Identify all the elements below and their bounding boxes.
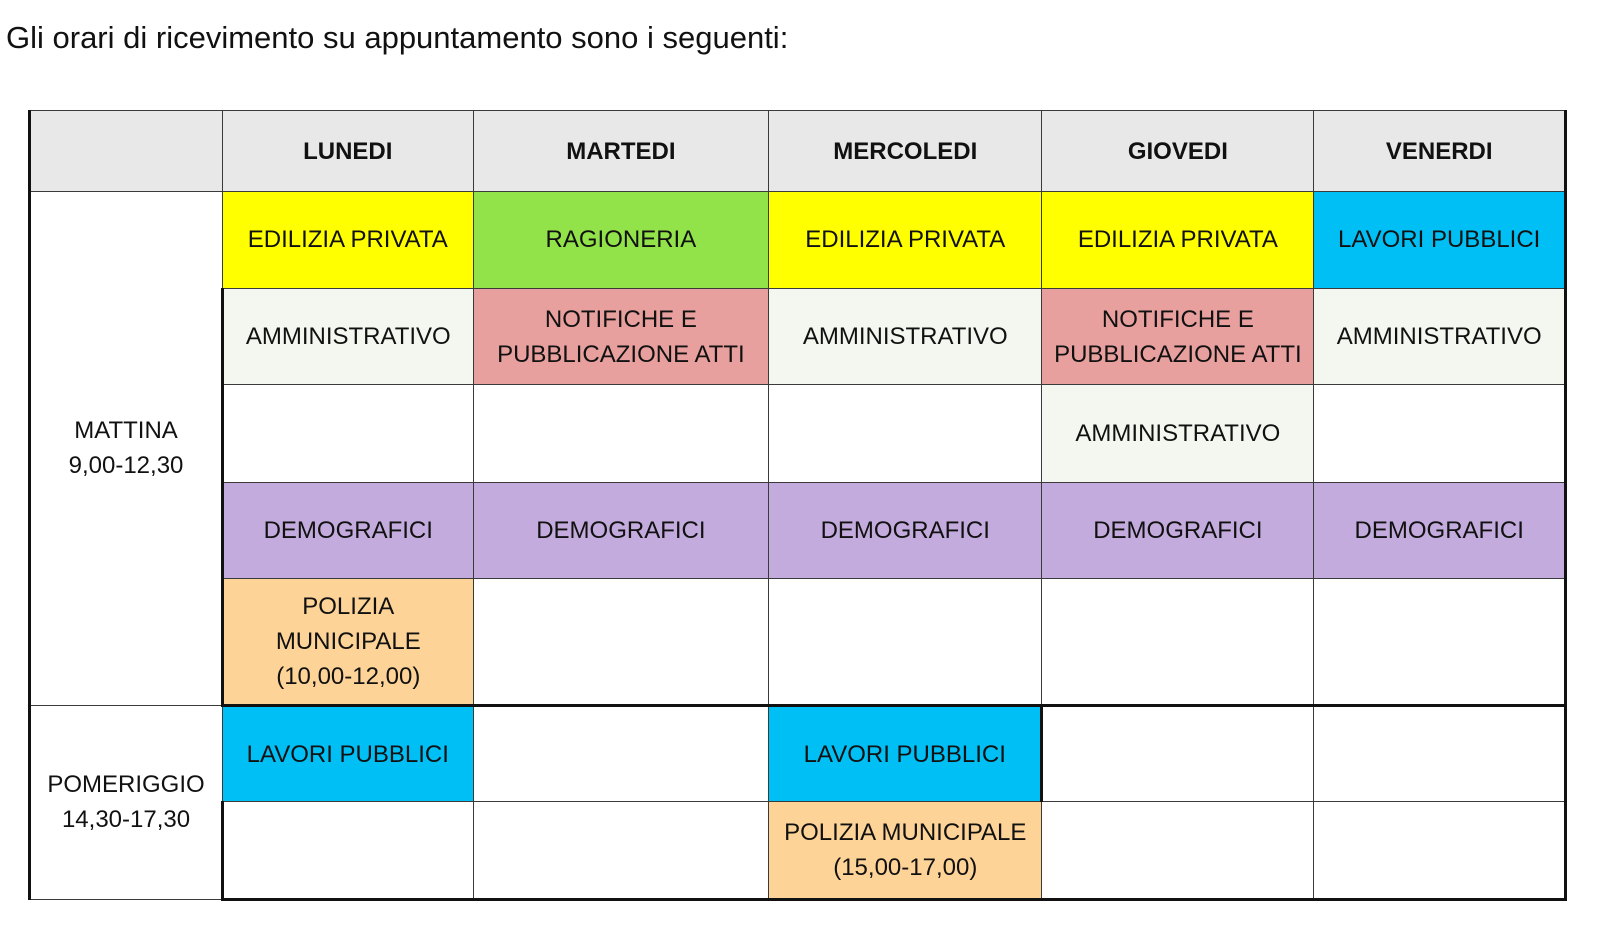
cell-mercoledi-demografici: DEMOGRAFICI xyxy=(769,482,1042,579)
cell-martedi-ragioneria: RAGIONERIA xyxy=(473,192,769,289)
cell-empty xyxy=(769,579,1042,705)
cell-giovedi-notifiche xyxy=(1042,288,1314,385)
period-cell-mattina xyxy=(30,192,223,706)
table-row xyxy=(30,802,1566,900)
table-row xyxy=(30,705,1566,802)
cell-empty xyxy=(1042,802,1314,900)
cell-giovedi-amministrativo: AMMINISTRATIVO xyxy=(1042,385,1314,483)
cell-lunedi-polizia-municipale xyxy=(223,579,474,705)
table-row xyxy=(30,579,1566,705)
table-row xyxy=(30,192,1566,289)
cell-venerdi-lavori-pubblici: LAVORI PUBBLICI xyxy=(1314,192,1566,289)
cell-mercoledi-lavori-pubblici: LAVORI PUBBLICI xyxy=(769,705,1042,802)
cell-empty xyxy=(1314,705,1566,802)
cell-empty xyxy=(223,802,474,900)
day-header-mercoledi: MERCOLEDI xyxy=(769,111,1042,192)
schedule-table xyxy=(28,110,1567,901)
table-row xyxy=(30,288,1566,385)
cell-mercoledi-edilizia-privata: EDILIZIA PRIVATA xyxy=(769,192,1042,289)
cell-line: MUNICIPALE xyxy=(275,628,421,656)
cell-giovedi-edilizia-privata: EDILIZIA PRIVATA xyxy=(1042,192,1314,289)
cell-line: PUBBLICAZIONE ATTI xyxy=(497,340,745,368)
cell-empty xyxy=(769,385,1042,483)
table-row xyxy=(30,385,1566,483)
cell-mercoledi-amministrativo: AMMINISTRATIVO xyxy=(769,288,1042,385)
period-label: MATTINA xyxy=(74,417,178,445)
cell-lunedi-lavori-pubblici: LAVORI PUBBLICI xyxy=(223,705,474,802)
cell-empty xyxy=(223,385,474,483)
cell-empty xyxy=(1042,579,1314,705)
cell-empty xyxy=(473,385,769,483)
day-header-lunedi: LUNEDI xyxy=(223,111,474,192)
cell-giovedi-demografici: DEMOGRAFICI xyxy=(1042,482,1314,579)
cell-martedi-notifiche xyxy=(473,288,769,385)
cell-empty xyxy=(473,579,769,705)
cell-empty xyxy=(1042,705,1314,802)
cell-line: PUBBLICAZIONE ATTI xyxy=(1054,340,1302,368)
cell-empty xyxy=(1314,579,1566,705)
cell-line: NOTIFICHE E xyxy=(1101,305,1254,333)
header-row xyxy=(30,111,1566,192)
cell-empty xyxy=(473,802,769,900)
day-header-giovedi: GIOVEDI xyxy=(1042,111,1314,192)
cell-lunedi-demografici: DEMOGRAFICI xyxy=(223,482,474,579)
cell-line: NOTIFICHE E xyxy=(544,305,697,333)
cell-line: POLIZIA xyxy=(302,593,395,621)
cell-lunedi-edilizia-privata: EDILIZIA PRIVATA xyxy=(223,192,474,289)
cell-empty xyxy=(1314,802,1566,900)
intro-text: Gli orari di ricevimento su appuntamento sono i seguenti: xyxy=(6,20,789,55)
cell-line: (10,00-12,00) xyxy=(276,663,421,691)
period-cell-pomeriggio xyxy=(30,705,223,899)
cell-martedi-demografici: DEMOGRAFICI xyxy=(473,482,769,579)
cell-line: (15,00-17,00) xyxy=(833,854,978,882)
table-row xyxy=(30,482,1566,579)
period-hours: 9,00-12,30 xyxy=(68,452,184,480)
period-label: POMERIGGIO xyxy=(47,771,205,799)
cell-lunedi-amministrativo: AMMINISTRATIVO xyxy=(223,288,474,385)
cell-empty xyxy=(473,705,769,802)
period-hours: 14,30-17,30 xyxy=(61,806,191,834)
cell-venerdi-demografici: DEMOGRAFICI xyxy=(1314,482,1566,579)
day-header-venerdi: VENERDI xyxy=(1314,111,1566,192)
header-corner-cell xyxy=(30,111,223,192)
cell-venerdi-amministrativo: AMMINISTRATIVO xyxy=(1314,288,1566,385)
cell-line: POLIZIA MUNICIPALE xyxy=(784,819,1027,847)
cell-empty xyxy=(1314,385,1566,483)
day-header-martedi: MARTEDI xyxy=(473,111,769,192)
cell-mercoledi-polizia-municipale xyxy=(769,802,1042,900)
